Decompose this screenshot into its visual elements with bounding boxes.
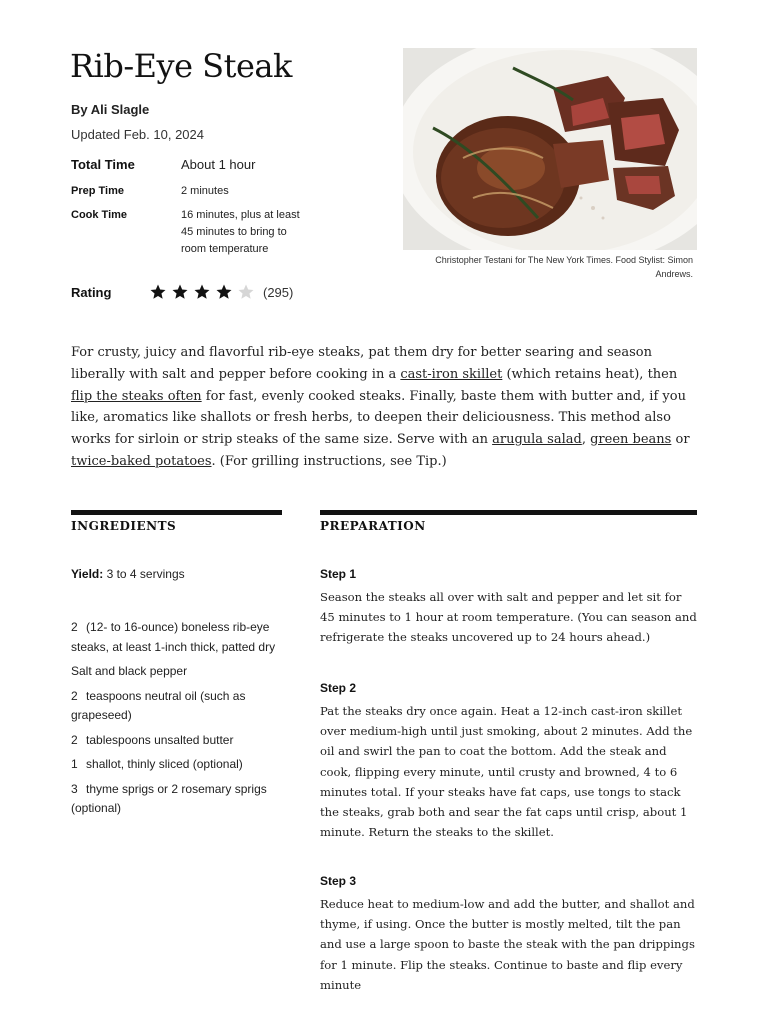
step-text: Pat the steaks dry once again. Heat a 12-inch cast-iron skillet over medium-high until just smoking, about 2 minutes. Add the oil and swirl the pan to coat the bottom. Add the steak and cook, flipping every minute, until crusty and browned, 4 to 6 minutes total. If your steaks have fat caps, use tongs to stack the steaks, grab both and sear the fat caps until crisp, about 1 minute. Return the steaks to the skillet. (320, 704, 693, 840)
ingredient-list (71, 618, 276, 824)
total-time-label: Total Time (71, 157, 135, 172)
ingredients-rule (71, 510, 282, 515)
ingredients-heading: INGREDIENTS (71, 519, 177, 533)
photo-credit: Christopher Testani for The New York Times. Food Stylist: Simon Andrews. (435, 255, 693, 279)
preparation-heading: PREPARATION (320, 519, 426, 533)
rating-label: Rating (71, 284, 112, 300)
step-label: Step 1 (320, 567, 357, 581)
intro-text: For crusty, juicy and flavorful rib-eye steaks, pat them dry for better searing and season liberally with salt and pepper before cooking in a (71, 345, 652, 382)
rating-row (71, 283, 293, 301)
cook-time-value: 16 minutes, plus at least 45 minutes to bring to room temperature (181, 209, 300, 255)
intro-text: or (671, 432, 690, 448)
intro-text: , (581, 432, 591, 448)
link-green-beans[interactable]: green beans (590, 432, 672, 448)
star-filled-icon[interactable] (149, 283, 167, 301)
link-twice-baked-potatoes[interactable]: twice-baked potatoes (71, 453, 212, 469)
yield-label: Yield: (71, 567, 104, 581)
recipe-title: Rib-Eye Steak (70, 47, 292, 85)
ingredient-quantity: 2 (71, 732, 78, 747)
ingredient-item (71, 731, 276, 751)
rating-count[interactable]: (295) (263, 284, 294, 300)
updated-date: Updated Feb. 10, 2024 (71, 127, 204, 142)
star-filled-icon[interactable] (215, 283, 233, 301)
ingredient-text: (12- to 16-ounce) boneless rib-eye steaks, at least 1-inch thick, patted dry (71, 620, 276, 654)
steak-photo-illustration (403, 48, 697, 250)
prep-time-label: Prep Time (71, 185, 124, 197)
ingredient-text: shallot, thinly sliced (optional) (86, 757, 243, 771)
ingredient-text: tablespoons unsalted butter (86, 732, 234, 747)
step-text: Season the steaks all over with salt and pepper and let sit for 45 minutes to 1 hour at room temperature. (You can season and refrigerate the steaks uncovered up to 24 hours ahead.) (320, 590, 697, 645)
link-flip-steaks[interactable]: flip the steaks often (71, 388, 202, 404)
ingredient-item (71, 687, 276, 726)
link-cast-iron-skillet[interactable]: cast-iron skillet (400, 366, 503, 382)
star-filled-icon[interactable] (171, 283, 189, 301)
link-arugula-salad[interactable]: arugula salad (492, 432, 582, 448)
prep-time-value: 2 minutes (181, 185, 229, 197)
intro-text: . (For grilling instructions, see Tip.) (211, 453, 447, 469)
cook-time-row (71, 207, 301, 258)
ingredient-text: Salt and black pepper (71, 664, 188, 678)
ingredient-text: thyme sprigs or 2 rosemary sprigs (optional) (71, 781, 267, 815)
total-time-value: About 1 hour (181, 157, 256, 172)
prep-time-row (71, 183, 301, 200)
step-label: Step 2 (320, 681, 357, 695)
star-rating[interactable] (149, 283, 255, 301)
star-empty-icon[interactable] (237, 283, 255, 301)
cook-time-label: Cook Time (71, 209, 128, 221)
recipe-photo (403, 48, 697, 250)
step-text: Reduce heat to medium-low and add the butter, and shallot and thyme, if using. Once the butter is mostly melted, tilt the pan and use a large spoon to baste the steak with the pan drippings for 1 minute. Flip the steaks. Continue to baste and flip every minute (320, 897, 695, 992)
preparation-step (320, 874, 698, 1024)
recipe-intro (71, 342, 699, 473)
author-byline[interactable]: By Ali Slagle (71, 102, 150, 117)
ingredient-quantity: 2 (71, 620, 78, 634)
ingredient-quantity: 1 (71, 757, 78, 771)
ingredient-item (71, 618, 276, 657)
preparation-rule (320, 510, 697, 515)
step-label: Step 3 (320, 874, 357, 888)
ingredient-quantity: 3 (71, 781, 78, 796)
ingredient-item (71, 755, 276, 775)
intro-text: for fast, evenly cooked steaks. Finally, baste them with butter and, if you like, aromatics like shallots or fresh herbs, to deepen their deliciousness. This method also works for sirloin or strip steaks of the same size. Serve with an (71, 388, 686, 448)
star-filled-icon[interactable] (193, 283, 211, 301)
ingredient-item (71, 780, 276, 819)
ingredient-item (71, 662, 276, 682)
yield-value: 3 to 4 servings (106, 567, 185, 581)
ingredient-quantity: 2 (71, 688, 78, 703)
preparation-step (320, 567, 698, 648)
ingredient-text: teaspoons neutral oil (such as grapeseed) (71, 688, 246, 722)
total-time-row (71, 157, 301, 172)
preparation-step (320, 681, 698, 842)
intro-text: (which retains heat), then (502, 366, 678, 382)
yield (71, 567, 185, 581)
